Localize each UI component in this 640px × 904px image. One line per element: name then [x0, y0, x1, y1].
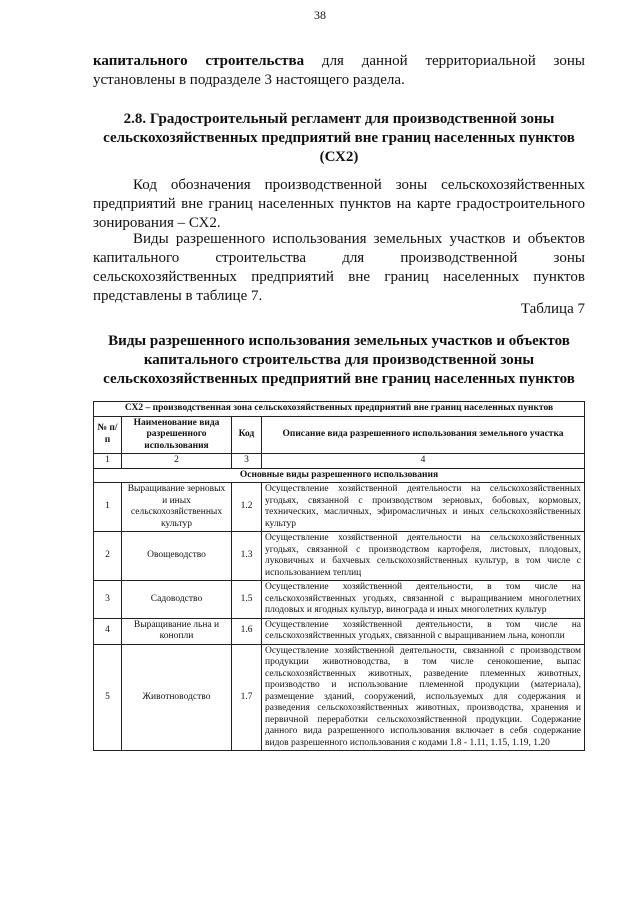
row-num: 3: [94, 581, 122, 619]
row-num: 4: [94, 618, 122, 644]
row-code: 1.6: [232, 618, 262, 644]
table-row: [94, 532, 585, 581]
row-description: Осуществление хозяйственной деятельности на сельскохозяйственных угодьях, связанной с производством зерновых, бобовых, кормовых, технических, масличных, эфиромасличных и иных сельскохозяйственных культур: [262, 483, 585, 532]
column-index-3: 3: [232, 454, 262, 469]
main-uses-section-label: Основные виды разрешенного использования: [94, 468, 585, 483]
table-row: [94, 644, 585, 751]
table-row: [94, 483, 585, 532]
zone-code-paragraph: Код обозначения производственной зоны сельскохозяйственных предприятий вне границ населенных пунктов на карте градостроительного зонирования – СХ2.: [93, 177, 585, 231]
header-name: Наименование вида разрешенного использования: [122, 416, 232, 454]
table-row: [94, 581, 585, 619]
table-caption: Таблица 7: [520, 301, 585, 317]
row-description: Осуществление хозяйственной деятельности на сельскохозяйственных угодьях, связанной с производством картофеля, листовых, плодовых, луковичных и бахчевых сельскохозяйственных культур, в том числе с использованием теплиц: [262, 532, 585, 581]
row-name: Выращивание зерновых и иных сельскохозяйственных культур: [122, 483, 232, 532]
section-heading: 2.8. Градостроительный регламент для производственной зоны сельскохозяйственных предприятий вне границ населенных пунктов (СХ2): [103, 111, 575, 165]
column-index-1: 1: [94, 454, 122, 469]
row-description: Осуществление хозяйственной деятельности, в том числе на сельскохозяйственных угодьях, связанной с выращиванием многолетних плодовых и ягодных культур, винограда и иных многолетних культур: [262, 581, 585, 619]
row-name: Садоводство: [122, 581, 232, 619]
header-code: Код: [232, 416, 262, 454]
row-name: Овощеводство: [122, 532, 232, 581]
header-num: № п/п: [94, 416, 122, 454]
column-index-4: 4: [262, 454, 585, 469]
continuation-text: для данной территориальной зоны установлены в подразделе 3 настоящего раздела.: [93, 53, 585, 88]
row-code: 1.2: [232, 483, 262, 532]
table-title: Виды разрешенного использования земельных участков и объектов капитального строительства для производственной зоны сельскохозяйственных предприятий вне границ населенных пунктов: [103, 333, 575, 387]
table-row: [94, 618, 585, 644]
permitted-use-table: [93, 401, 585, 751]
row-code: 1.5: [232, 581, 262, 619]
row-name: Животноводство: [122, 644, 232, 751]
continuation-paragraph: [93, 52, 585, 90]
row-description: Осуществление хозяйственной деятельности, в том числе на сельскохозяйственных угодьях, связанной с выращиванием льна, конопли: [262, 618, 585, 644]
row-num: 1: [94, 483, 122, 532]
row-name: Выращивание льна и конопли: [122, 618, 232, 644]
row-description: Осуществление хозяйственной деятельности, связанной с производством продукции животноводства, в том числе сенокошение, выпас сельскохозяйственных животных, разведение племенных животных, производство и использование племенной продукции (материала), размещение зданий, сооружений, используемых для содержания и разведения сельскохозяйственных животных, производства, хранения и первичной переработки сельскохозяйственной продукции. Содержание данного вида разрешенного использования включает в себя содержание видов разрешенного использования с кодами 1.8 - 1.11, 1.15, 1.19, 1.20: [262, 644, 585, 751]
zone-title-cell: СХ2 – производственная зона сельскохозяйственных предприятий вне границ населенных пунктов: [94, 402, 585, 417]
row-num: 2: [94, 532, 122, 581]
row-num: 5: [94, 644, 122, 751]
continuation-bold: капитального строительства: [93, 53, 305, 69]
header-description: Описание вида разрешенного использования земельного участка: [262, 416, 585, 454]
column-index-2: 2: [122, 454, 232, 469]
row-code: 1.7: [232, 644, 262, 751]
permitted-use-paragraph: Виды разрешенного использования земельных участков и объектов капитального строительства для производственной зоны сельскохозяйственных предприятий вне границ населенных пунктов представлены в таблице 7.: [93, 231, 585, 304]
row-code: 1.3: [232, 532, 262, 581]
page-number: 38: [314, 8, 326, 22]
